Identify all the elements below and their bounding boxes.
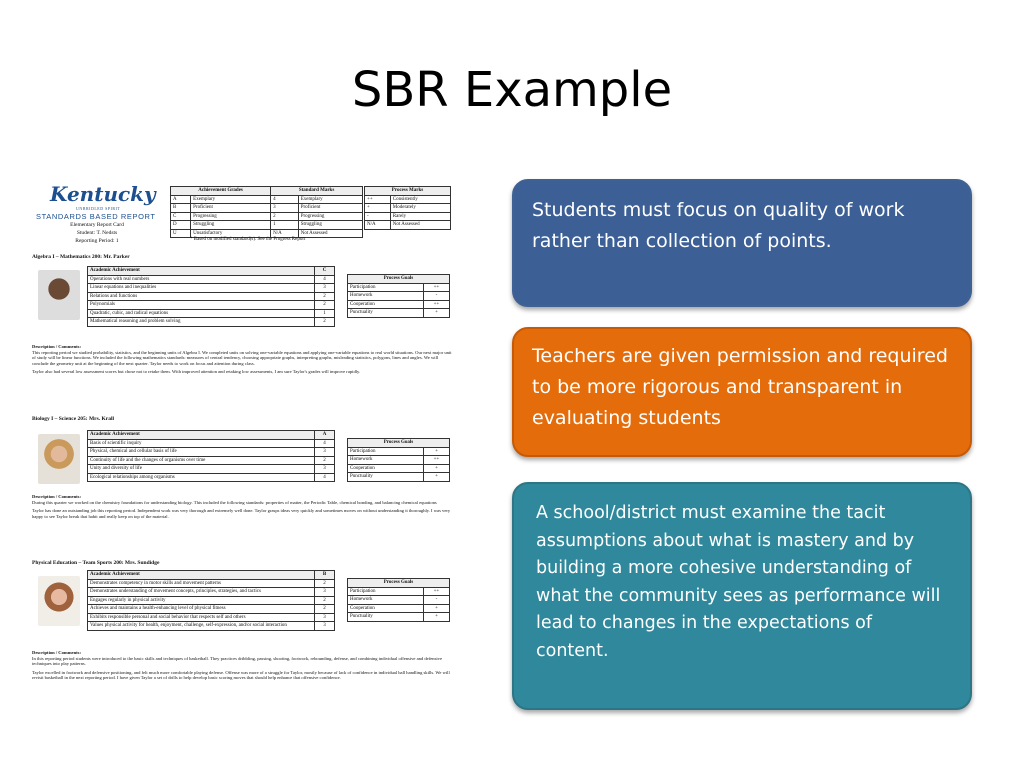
teacher-photo: [38, 270, 80, 320]
standard-row: [88, 439, 335, 448]
comment-paragraph: Taylor excelled in footwork and defensive positioning, and felt much more comfortable playing defense. Offense was more of a struggle for Taylor, mostly because of lack of confidence in individual ball handling skills. We will revisit basketball in the next reporting period. I have given Taylor a set of drills to help develop basic scoring moves that should help enhance that offensive confidence.: [32, 669, 450, 681]
goal-mark: -: [424, 596, 450, 605]
goal-mark: -: [424, 292, 450, 301]
standard-name: Exhibits responsible personal and social behavior that respects self and others: [88, 613, 315, 622]
logo-brand: Kentucky: [50, 182, 156, 206]
overall-grade: C: [315, 267, 335, 276]
goal-mark: ++: [424, 456, 450, 465]
grade-legend-row: [171, 204, 363, 213]
grade-legend-cell: N/A: [271, 229, 299, 238]
grade-legend-cell: Exemplary: [298, 195, 362, 204]
grade-legend-cell: 4: [271, 195, 299, 204]
standard-mark: 2: [315, 605, 335, 614]
standard-mark: 2: [315, 596, 335, 605]
description-label: Description / Comments:: [32, 344, 81, 349]
goal-row: [348, 447, 450, 456]
achievement-header-row: [88, 267, 335, 276]
standard-mark: 2: [315, 579, 335, 588]
subject-title: Physical Education – Team Sports 200: Mrs. Sundidge: [32, 560, 160, 566]
standard-row: [88, 613, 335, 622]
standard-name: Ecological relationships among organisms: [88, 473, 315, 482]
goal-mark: +: [424, 447, 450, 456]
grade-legend-cell: U: [171, 229, 191, 238]
standard-marks-header: Standard Marks: [271, 187, 363, 196]
standard-row: [88, 605, 335, 614]
standard-name: Engages regularly in physical activity: [88, 596, 315, 605]
grade-legend-cell: Progressing: [298, 212, 362, 221]
report-info-line: Reporting Period: 1: [75, 238, 119, 244]
achievement-header: Academic Achievement: [88, 267, 315, 276]
process-goals-header: Process Goals: [348, 439, 450, 448]
standard-name: Physical, chemical and cellular basis of life: [88, 448, 315, 457]
report-info-line: Elementary Report Card: [70, 222, 124, 228]
grade-legend-cell: D: [171, 221, 191, 230]
grade-legend-row: [171, 221, 363, 230]
goal-name: Cooperation: [348, 300, 424, 309]
process-mark-cell: Not Assessed: [390, 221, 450, 230]
academic-achievement-table: [87, 570, 335, 631]
subject-title: Biology I – Science 205: Mrs. Krall: [32, 416, 115, 422]
goals-header-row: [348, 275, 450, 284]
process-mark-cell: Rarely: [390, 212, 450, 221]
process-mark-cell: N/A: [365, 221, 391, 230]
standard-mark: 2: [315, 292, 335, 301]
achievement-grades-header: Achievement Grades: [171, 187, 271, 196]
goal-mark: +: [424, 613, 450, 622]
standard-name: Achieves and maintains a health-enhancing level of physical fitness: [88, 605, 315, 614]
goal-name: Punctuality: [348, 613, 424, 622]
goal-row: [348, 596, 450, 605]
process-mark-row: [365, 204, 451, 213]
standard-row: [88, 473, 335, 482]
goal-row: [348, 604, 450, 613]
achievement-header-row: [88, 431, 335, 440]
standard-name: Demonstrates understanding of movement concepts, principles, strategies, and tactics: [88, 588, 315, 597]
process-mark-row: [365, 195, 451, 204]
grade-legend-cell: Proficient: [298, 204, 362, 213]
goal-name: Cooperation: [348, 604, 424, 613]
overall-grade: B: [315, 571, 335, 580]
standard-mark: 3: [315, 588, 335, 597]
goal-row: [348, 300, 450, 309]
goal-mark: ++: [424, 300, 450, 309]
comment-paragraph: During this quarter we worked on the chemistry foundations for understanding biology. This included the following standards: properties of matter, the Periodic Table, chemical bonding, and balancing chemical equations: [32, 499, 437, 505]
goal-name: Participation: [348, 283, 424, 292]
standard-mark: 4: [315, 275, 335, 284]
grade-legend-cell: Progressing: [191, 212, 271, 221]
goal-name: Punctuality: [348, 473, 424, 482]
goal-name: Punctuality: [348, 309, 424, 318]
report-heading: STANDARDS BASED REPORT: [36, 212, 156, 221]
standard-mark: 3: [315, 613, 335, 622]
teacher-photo: [38, 576, 80, 626]
callout-teacher-rigor: [512, 327, 972, 457]
standard-name: Mathematical reasoning and problem solving: [88, 318, 315, 327]
standard-name: Demonstrates competency in motor skills and movement patterns: [88, 579, 315, 588]
goal-mark: +: [424, 309, 450, 318]
callout-text: Students must focus on quality of work rather than collection of points.: [532, 199, 905, 252]
standard-row: [88, 301, 335, 310]
standard-name: Unity and diversity of life: [88, 465, 315, 474]
process-goals-header: Process Goals: [348, 275, 450, 284]
grade-legend-cell: A: [171, 195, 191, 204]
standard-row: [88, 622, 335, 631]
overall-grade: A: [315, 431, 335, 440]
standard-mark: 3: [315, 622, 335, 631]
comment-paragraph: In this reporting period students were introduced to the basic skills and techniques of basketball. They practices dribbling, passing, shooting, footwork, rebounding, defense, and combining individual offensive and defensive techniques into play patterns.: [32, 655, 442, 667]
subject-title: Algebra I – Mathematics 200: Mr. Parker: [32, 254, 130, 260]
goal-name: Homework: [348, 596, 424, 605]
description-label: Description / Comments:: [32, 494, 81, 499]
report-info-line: Student: T. Nedsts: [76, 230, 118, 236]
standard-name: Polynomials: [88, 301, 315, 310]
grade-legend-cell: Exemplary: [191, 195, 271, 204]
standard-row: [88, 292, 335, 301]
goal-row: [348, 456, 450, 465]
grade-legend-cell: Struggling: [191, 221, 271, 230]
goal-row: [348, 473, 450, 482]
grade-legend-cell: Proficient: [191, 204, 271, 213]
process-mark-cell: ++: [365, 195, 391, 204]
process-goals-table: [347, 578, 450, 622]
standard-name: Values physical activity for health, enjoyment, challenge, self-expression, and/or social interaction: [88, 622, 315, 631]
grade-legend-cell: 1: [271, 221, 299, 230]
achievement-header: Academic Achievement: [88, 571, 315, 580]
standard-row: [88, 448, 335, 457]
standard-mark: 3: [315, 465, 335, 474]
process-goals-header: Process Goals: [348, 579, 450, 588]
report-card-image: [32, 178, 454, 708]
standard-name: Operations with real numbers: [88, 275, 315, 284]
academic-achievement-table: [87, 430, 335, 482]
goal-row: [348, 292, 450, 301]
process-marks-table: [364, 186, 451, 230]
standard-row: [88, 284, 335, 293]
standard-mark: 4: [315, 473, 335, 482]
goal-row: [348, 613, 450, 622]
description-comments: [32, 494, 452, 519]
process-mark-row: [365, 221, 451, 230]
goals-header-row: [348, 579, 450, 588]
standard-mark: 2: [315, 456, 335, 465]
standard-row: [88, 456, 335, 465]
logo-tagline: UNBRIDLED SPIRIT: [76, 206, 121, 211]
grades-note: * Based on modified standard(s). See the Progress Report: [190, 237, 306, 242]
standard-row: [88, 465, 335, 474]
grade-legend-cell: 3: [271, 204, 299, 213]
kentucky-logo: [32, 182, 162, 245]
grade-legend-row: [171, 195, 363, 204]
goals-header-row: [348, 439, 450, 448]
goal-row: [348, 309, 450, 318]
standard-row: [88, 275, 335, 284]
standard-row: [88, 579, 335, 588]
comment-paragraph: Taylor has done an outstanding job this reporting period. Independent work was very thorough and extremely well done. Taylor grasps ideas very quickly and sometimes moves on without understanding it thoroughly. I was very happy to see Taylor break that habit and really keep on top of the material.: [32, 508, 451, 519]
goal-row: [348, 464, 450, 473]
standard-name: Quadratic, cubic, and radical equations: [88, 309, 315, 318]
achievement-header: Academic Achievement: [88, 431, 315, 440]
goal-mark: ++: [424, 283, 450, 292]
callout-quality-of-work: [512, 179, 972, 307]
slide-title: SBR Example: [351, 62, 673, 118]
grade-legend-cell: B: [171, 204, 191, 213]
comment-paragraph: This reporting period we studied probability, statistics, and the beginning units of Algebra I. We completed units on solving one-variable equations and applying one-variable equations to real world situations. Our next major unit of study will be linear functions. We included the following mathematics standards: measures of central tendency, choosing appropriate graphs, interpreting graphs, misleading statistics, polygons, lines and angles. We will conclude the geometry unit at the beginning of the next quarter. Taylor needs to work on focus and attention during class.: [32, 349, 452, 366]
grade-legend-cell: Struggling: [298, 221, 362, 230]
process-mark-cell: -: [365, 212, 391, 221]
goal-mark: +: [424, 464, 450, 473]
description-comments: [32, 344, 452, 375]
grade-legend-cell: Unsatisfactory: [191, 229, 271, 238]
standard-mark: 2: [315, 318, 335, 327]
process-goals-table: [347, 274, 450, 318]
process-goals-table: [347, 438, 450, 482]
grade-legend-cell: 2: [271, 212, 299, 221]
goal-mark: +: [424, 473, 450, 482]
process-mark-cell: Consistently: [390, 195, 450, 204]
standard-name: Linear equations and inequalities: [88, 284, 315, 293]
standard-row: [88, 309, 335, 318]
standard-mark: 4: [315, 439, 335, 448]
grades-legend-table: [170, 186, 363, 238]
goal-mark: +: [424, 604, 450, 613]
goal-name: Homework: [348, 456, 424, 465]
callout-text: A school/district must examine the tacit assumptions about what is mastery and by building a more cohesive understanding of what the community sees as performance will lead to changes in the expectations of content.: [536, 503, 941, 661]
goal-name: Participation: [348, 587, 424, 596]
standard-row: [88, 318, 335, 327]
standard-mark: 1: [315, 309, 335, 318]
standard-mark: 2: [315, 301, 335, 310]
standard-name: Continuity of life and the changes of organisms over time: [88, 456, 315, 465]
standard-mark: 3: [315, 448, 335, 457]
academic-achievement-table: [87, 266, 335, 327]
achievement-header-row: [88, 571, 335, 580]
standard-name: Basis of scientific inquiry: [88, 439, 315, 448]
goal-mark: ++: [424, 587, 450, 596]
standard-name: Relations and functions: [88, 292, 315, 301]
goal-name: Cooperation: [348, 464, 424, 473]
description-label: Description / Comments:: [32, 650, 81, 655]
description-comments: [32, 650, 452, 681]
teacher-photo: [38, 434, 80, 484]
goal-row: [348, 283, 450, 292]
standard-row: [88, 588, 335, 597]
grade-legend-row: [171, 212, 363, 221]
standard-mark: 3: [315, 284, 335, 293]
process-mark-cell: Moderately: [390, 204, 450, 213]
goal-row: [348, 587, 450, 596]
grade-legend-cell: C: [171, 212, 191, 221]
callout-school-assumptions: [512, 482, 972, 710]
goal-name: Homework: [348, 292, 424, 301]
comment-paragraph: Taylor also had several low assessment scores but chose not to retake them. With improved attention and retaking low assessments, I am sure Taylor's grades will improve rapidly.: [32, 369, 361, 375]
process-mark-cell: +: [365, 204, 391, 213]
goal-name: Participation: [348, 447, 424, 456]
process-mark-row: [365, 212, 451, 221]
callout-text: Teachers are given permission and required to be more rigorous and transparent in evaluating students: [532, 345, 948, 429]
process-marks-header: Process Marks: [365, 187, 451, 196]
standard-row: [88, 596, 335, 605]
grade-legend-cell: Not Assessed: [298, 229, 362, 238]
